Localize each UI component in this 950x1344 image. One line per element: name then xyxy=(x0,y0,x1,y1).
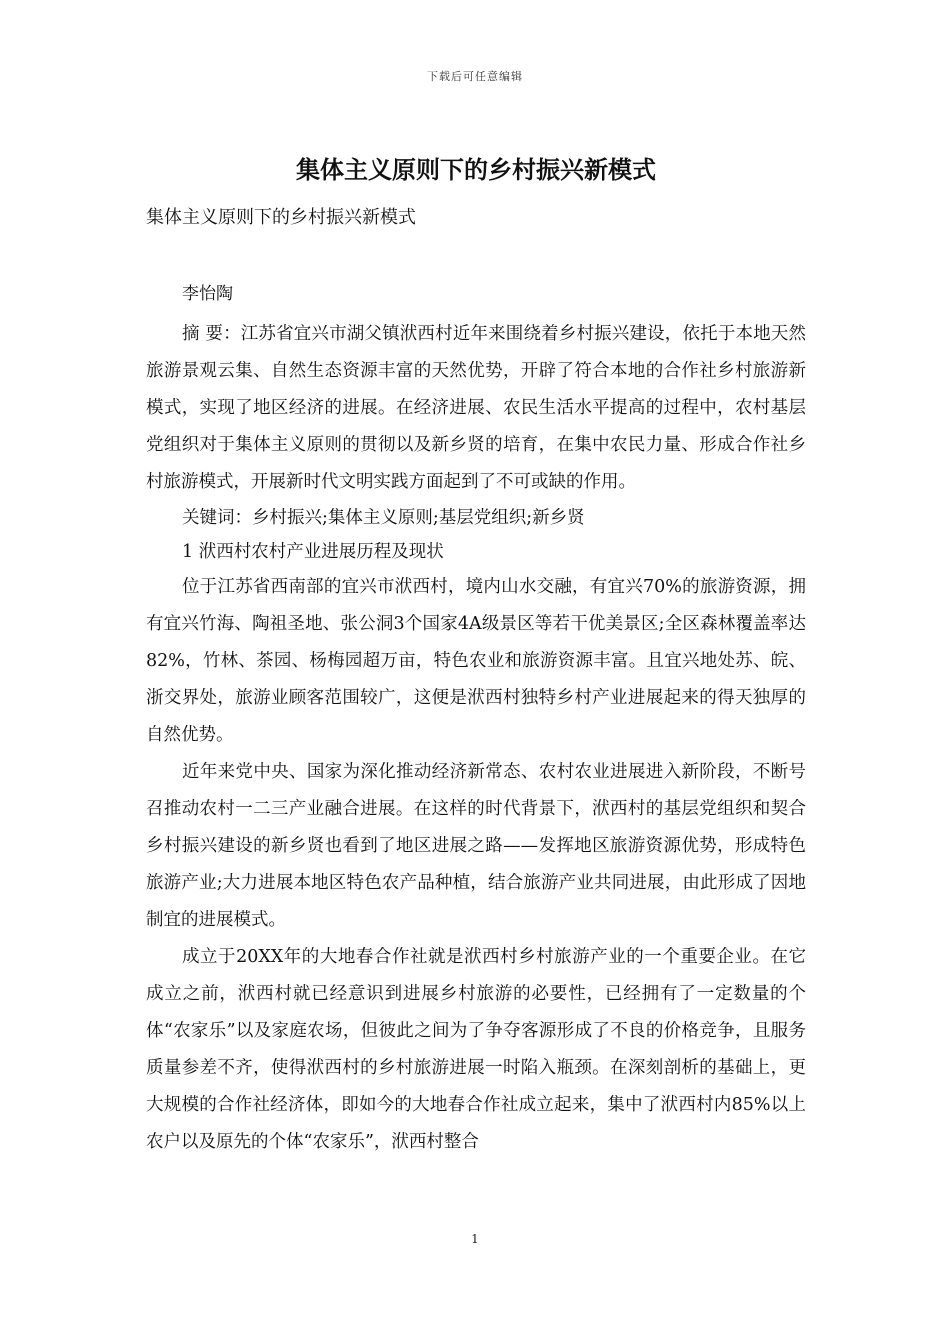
body-paragraph-2: 近年来党中央、国家为深化推动经济新常态、农村农业进展进入新阶段，不断号召推动农村一二三产业融合进展。在这样的时代背景下，洑西村的基层党组织和契合乡村振兴建设的新乡贤也看到了地区进展之路——发挥地区旅游资源优势，形成特色旅游产业;大力进展本地区特色农产品种植，结合旅游产业共同进展，由此形成了因地制宜的进展模式。 xyxy=(146,762,806,930)
header-note: 下载后可任意编辑 xyxy=(427,70,523,83)
page-title: 集体主义原则下的乡村振兴新模式 xyxy=(296,156,656,184)
section-heading: 1 洑西村农村产业进展历程及现状 xyxy=(182,542,444,562)
abstract-paragraph: 摘 要：江苏省宜兴市湖父镇洑西村近年来围绕着乡村振兴建设，依托于本地天然旅游景观云集、自然生态资源丰富的天然优势，开辟了符合本地的合作社乡村旅游新模式，实现了地区经济的进展。在经济进展、农民生活水平提高的过程中，农村基层党组织对于集体主义原则的贯彻以及新乡贤的培育，在集中农民力量、形成合作社乡村旅游模式，开展新时代文明实践方面起到了不可或缺的作用。 xyxy=(146,324,806,492)
document-body xyxy=(146,150,806,1161)
body-paragraph-1: 位于江苏省西南部的宜兴市洑西村，境内山水交融，有宜兴70%的旅游资源，拥有宜兴竹海、陶祖圣地、张公洞3个国家4A级景区等若干优美景区;全区森林覆盖率达82%，竹林、茶园、杨梅园超万亩，特色农业和旅游资源丰富。且宜兴地处苏、皖、浙交界处，旅游业顾客范围较广，这便是洑西村独特乡村产业进展起来的得天独厚的自然优势。 xyxy=(146,577,806,745)
document-subtitle: 集体主义原则下的乡村振兴新模式 xyxy=(146,207,416,228)
keywords-line: 关键词：乡村振兴;集体主义原则;基层党组织;新乡贤 xyxy=(182,508,585,528)
body-paragraph-3: 成立于20XX年的大地春合作社就是洑西村乡村旅游产业的一个重要企业。在它成立之前，洑西村就已经意识到进展乡村旅游的必要性，已经拥有了一定数量的个体“农家乐”以及家庭农场，但彼此之间为了争夺客源形成了不良的价格竞争，且服务质量参差不齐，使得洑西村的乡村旅游进展一时陷入瓶颈。在深刻剖析的基础上，更大规模的合作社经济体，即如今的大地春合作社成立起来，集中了洑西村内85%以上农户以及原先的个体“农家乐”，洑西村整合 xyxy=(146,947,806,1152)
author-name: 李怡陶 xyxy=(182,284,233,304)
page-number: 1 xyxy=(471,1232,479,1246)
